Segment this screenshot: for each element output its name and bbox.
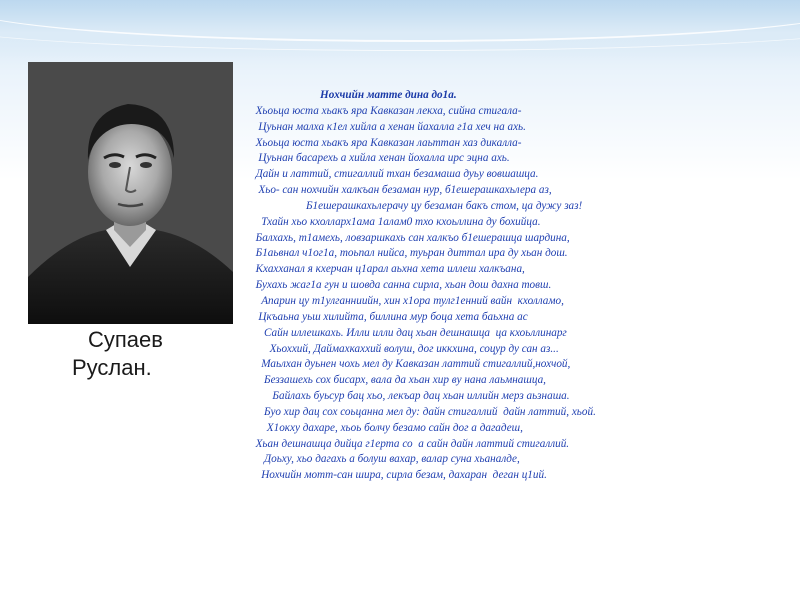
poem-line: Апарин цу т1улганниийн, хин х1ора тулг1енний вайн кхолламо, — [250, 294, 564, 307]
poem-title: Нохчийн матте дина до1а. — [320, 89, 457, 101]
poem-line: Доьху, хьо дагахь а болуш вахар, валар суна хьаналде, — [250, 453, 520, 466]
right-eye — [140, 162, 152, 168]
poem-line: Дайн и латтий, стигаллий тхан безамаша дуьу вовшашца. — [250, 168, 539, 181]
poem-line: Хьоьца юста хьакъ яра Кавказан лаьттан хаз дикалла- — [250, 136, 522, 149]
author-portrait — [28, 62, 233, 324]
poem-line: Цуьнан малха к1ел хийла а хенан йахалла г1а хеч на ахь. — [250, 120, 526, 133]
portrait-illustration — [28, 62, 233, 324]
poem-line: Б1аьвнал ч1ог1а, тоьпал нийса, туьран диттал ира ду хьан дош. — [250, 247, 568, 260]
poem-line: Хьоьца юста хьакъ яра Кавказан лекха, сийна стигала- — [250, 104, 522, 117]
poem-line: Бухахь жаг1а гун и шовда санна сирла, хьан дош дахна товш. — [250, 279, 552, 292]
poem-line: Сайн иллешкахь. Илли илли дац хьан дешнашца ца кхоьллинарг — [250, 326, 567, 339]
poem-line: Хьан дешнашца дийца г1ерта со а сайн дайн латтий стигаллий. — [250, 437, 570, 450]
poem-line: Кхахханал я кхерчан ц1арал аьхна хета иллеш халкъана, — [250, 263, 525, 276]
poem-line: Б1ешерашкахьлерачу цу безаман бакъ стом, ца дужу заз! — [250, 199, 583, 212]
author-first-name: Супаев — [88, 327, 163, 352]
poem-line: Беззашехь сох бисарх, вала да хьан хир ву нана лаьмнашца, — [250, 374, 546, 387]
header-swoosh-secondary — [0, 0, 800, 51]
poem-line: Хьоххий, Даймахкаххий волуш, дог иккхина, соцур ду сан аз... — [250, 342, 559, 355]
author-last-name: Руслан. — [72, 355, 152, 380]
poem-line: Байлахь буьсур бац хьо, лекъар дац хьан иллийн мерз аьзнаша. — [250, 390, 570, 403]
poem-line: Цкъаьна уьш хилийта, биллина мур боца хета баьхна ас — [250, 310, 528, 323]
poem-line: Нохчийн мотт-сан шира, сирла безам, дахаран деган ц1ий. — [250, 469, 547, 482]
poem-line: Цуьнан басарехь а хийла хенан йохалла ирс эцна ахь. — [250, 152, 510, 165]
poem-line: Х1окху дахаре, хьоь болчу безамо сайн дог а дагадеш, — [250, 421, 523, 434]
poem-lines — [250, 104, 790, 484]
left-eye — [109, 162, 121, 168]
poem-line: Балхахь, т1амехь, ловзаршкахь сан халкъо б1ешерашца шардина, — [250, 231, 570, 244]
poem-block — [250, 88, 790, 484]
poem-line: Хьо- сан нохчийн халкъан безаман нур, б1ешерашкахьлера аз, — [250, 184, 552, 197]
poem-line: Буо хир дац сох соьцанна мел ду: дайн стигаллий дайн латтий, хьой. — [250, 405, 596, 418]
poem-line: Маьлхан дуьнен чохь мел ду Кавказан латтий стигаллий,нохчой, — [250, 358, 571, 371]
poem-line: Тхайн хьо кхолларх1ама 1алам0 тхо кхоьллина ду бохийца. — [250, 215, 541, 228]
